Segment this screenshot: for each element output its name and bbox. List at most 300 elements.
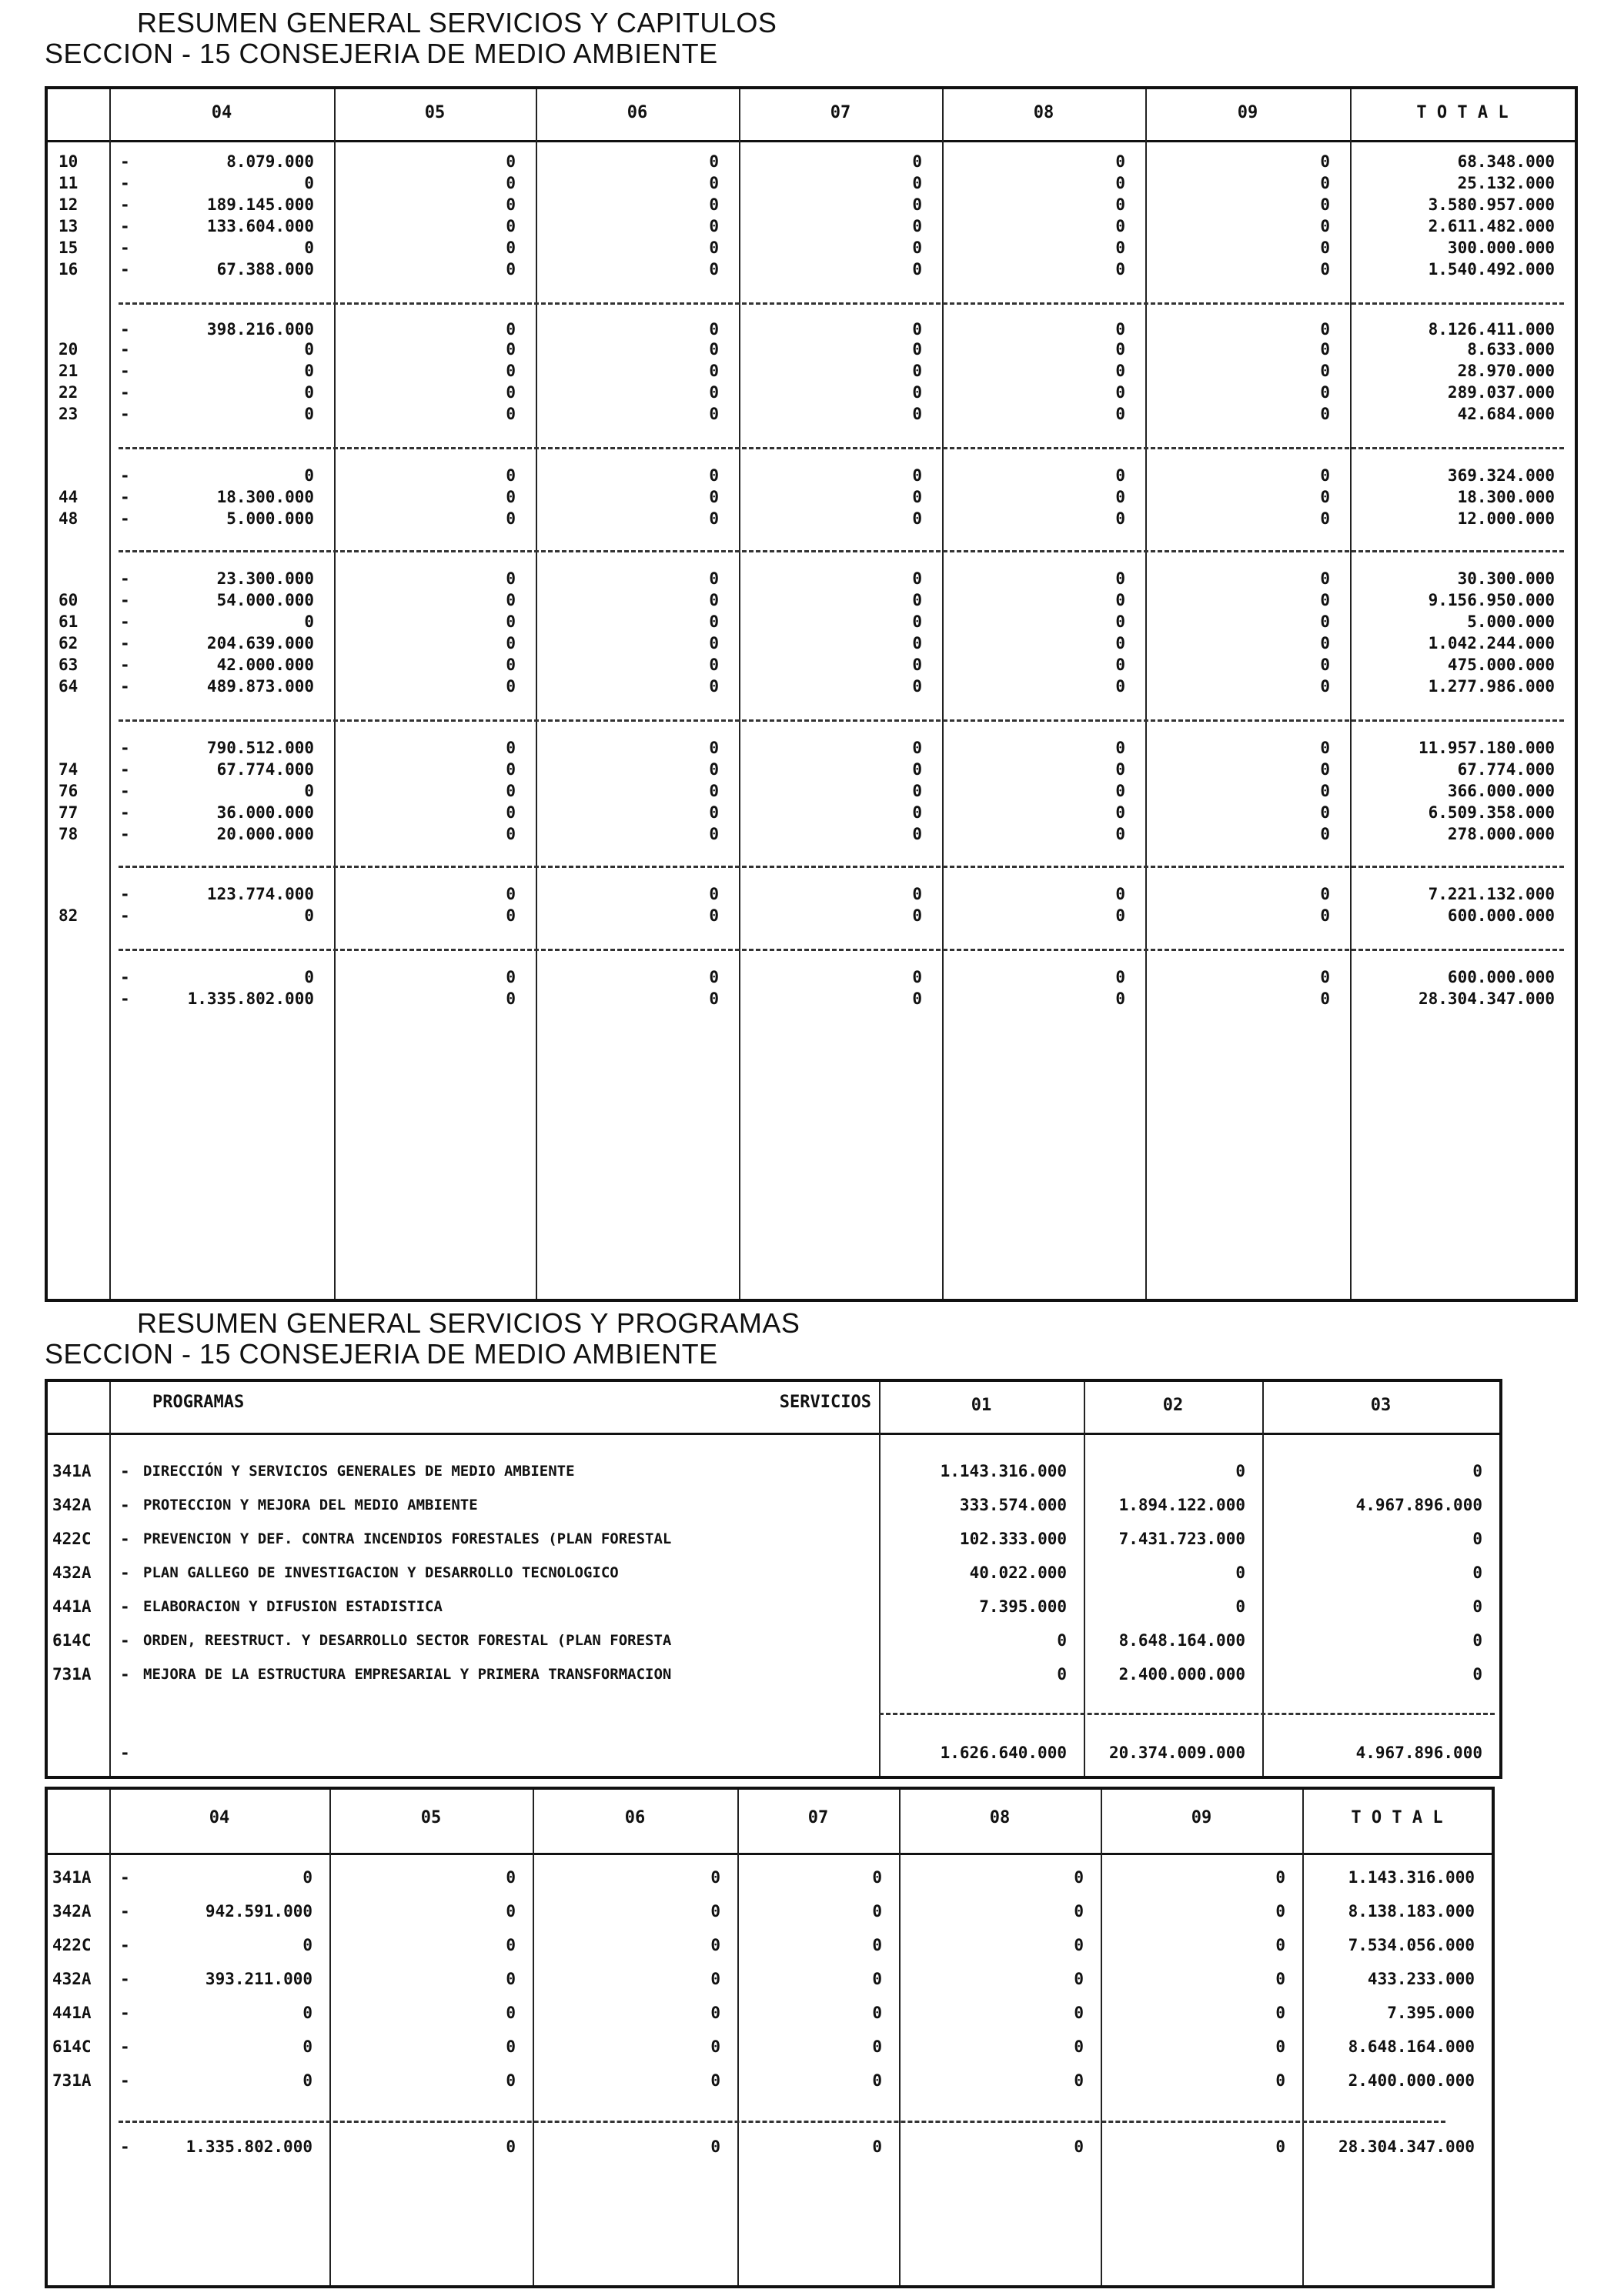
row-code: [48, 465, 112, 486]
cell-value: 0: [912, 739, 922, 757]
row-dash: -: [120, 677, 130, 696]
table-row: [48, 194, 1575, 215]
programas-header: PROGRAMAS: [152, 1393, 245, 1412]
cell-value: 0: [709, 591, 719, 609]
cell-value: 0: [1115, 260, 1125, 279]
cell-value: 289.037.000: [1447, 383, 1555, 402]
cell-value: 42.684.000: [1457, 405, 1555, 423]
cell-value: 0: [709, 760, 719, 779]
cell-value: 0: [1115, 760, 1125, 779]
cell-value: 0: [302, 1936, 312, 1954]
cell-value: 0: [506, 825, 516, 843]
cell-value: 0: [912, 677, 922, 696]
cell-value: 0: [506, 2071, 516, 2090]
section1-title: RESUMEN GENERAL SERVICIOS Y CAPITULOS: [137, 7, 777, 38]
column-header-07: 07: [807, 1808, 829, 1827]
row-code: 22: [58, 383, 79, 402]
table-row: [48, 568, 1575, 589]
program-code: 614C: [52, 2037, 92, 2056]
cell-value: 0: [1320, 885, 1330, 903]
cell-value: 0: [1074, 2004, 1084, 2022]
cell-value: 0: [1320, 405, 1330, 423]
table-row: [48, 966, 1575, 988]
column-header-total: T O T A L: [1416, 103, 1509, 122]
program-description: ELABORACION Y DIFUSION ESTADISTICA: [143, 1598, 443, 1615]
cell-value: 0: [506, 320, 516, 339]
cell-value: 0: [506, 195, 516, 214]
total-value: 1.335.802.000: [185, 2137, 312, 2156]
cell-value: 0: [912, 362, 922, 380]
cell-value: 0: [1115, 174, 1125, 192]
program-code: 341A: [52, 1462, 92, 1480]
cell-value: 0: [1074, 1868, 1084, 1887]
cell-value: 0: [1320, 760, 1330, 779]
cell-value: 1.335.802.000: [187, 989, 314, 1008]
cell-value: 0: [1115, 195, 1125, 214]
row-dash: -: [120, 739, 130, 757]
total-value: 0: [872, 2137, 882, 2156]
cell-value: 0: [304, 612, 314, 631]
row-dash: -: [120, 825, 130, 843]
cell-value: 0: [506, 405, 516, 423]
section1-title-block: [45, 8, 1546, 69]
cell-value: 0: [912, 968, 922, 986]
table-row: [48, 737, 1575, 759]
cell-value: 278.000.000: [1447, 825, 1555, 843]
cell-value: 0: [1115, 906, 1125, 925]
cell-value: 0: [710, 2037, 720, 2056]
row-code: [48, 319, 112, 340]
row-dash: -: [120, 1563, 130, 1582]
cell-value: 42.000.000: [216, 656, 314, 674]
row-separator: [119, 949, 1564, 951]
row-separator: [879, 1713, 1495, 1715]
cell-value: 0: [709, 217, 719, 235]
cell-value: 0: [912, 591, 922, 609]
row-dash: -: [120, 612, 130, 631]
cell-value: 1.042.244.000: [1428, 634, 1555, 652]
cell-value: 0: [1320, 217, 1330, 235]
cell-value: 2.611.482.000: [1428, 217, 1555, 235]
cell-value: 0: [1074, 2071, 1084, 2090]
row-dash: -: [120, 1631, 130, 1650]
cell-value: 0: [1115, 656, 1125, 674]
section2-subtitle: SECCION - 15 CONSEJERIA DE MEDIO AMBIENTE: [45, 1338, 718, 1370]
row-code: 82: [58, 906, 79, 925]
table-row: [48, 2036, 1492, 2057]
cell-value: 7.395.000: [979, 1597, 1067, 1616]
cell-value: 0: [709, 656, 719, 674]
row-dash: -: [120, 466, 130, 485]
cell-value: 0: [1320, 509, 1330, 528]
cell-value: 0: [912, 405, 922, 423]
cell-value: 0: [304, 782, 314, 800]
cell-value: 0: [710, 2004, 720, 2022]
row-code: 76: [58, 782, 79, 800]
cell-value: 0: [710, 1868, 720, 1887]
table-row: [48, 759, 1575, 780]
table-row: [48, 1664, 1499, 1685]
column-header-06: 06: [624, 1808, 646, 1827]
table-row: [48, 589, 1575, 611]
table-row: [48, 988, 1575, 1010]
cell-value: 0: [1472, 1665, 1482, 1684]
cell-value: 67.774.000: [216, 760, 314, 779]
column-header-09: 09: [1191, 1808, 1212, 1827]
cell-value: 0: [912, 569, 922, 588]
cell-value: 0: [1115, 320, 1125, 339]
cell-value: 0: [1320, 174, 1330, 192]
cell-value: 0: [1320, 260, 1330, 279]
cell-value: 0: [1115, 239, 1125, 257]
program-code: 342A: [52, 1902, 92, 1921]
cell-value: 8.126.411.000: [1428, 320, 1555, 339]
cell-value: 7.534.056.000: [1348, 1936, 1475, 1954]
row-code: [48, 737, 112, 759]
table-row: [48, 676, 1575, 697]
cell-value: 0: [1275, 2037, 1285, 2056]
cell-value: 0: [304, 906, 314, 925]
cell-value: 0: [506, 656, 516, 674]
row-separator: [119, 2121, 1445, 2123]
cell-value: 0: [506, 466, 516, 485]
cell-value: 5.000.000: [1467, 612, 1555, 631]
table-row: [48, 1494, 1499, 1516]
cell-value: 0: [912, 340, 922, 359]
cell-value: 0: [506, 2037, 516, 2056]
cell-value: 0: [912, 239, 922, 257]
cell-value: 0: [1057, 1631, 1067, 1650]
program-code: 342A: [52, 1496, 92, 1514]
cell-value: 0: [709, 989, 719, 1008]
cell-value: 7.221.132.000: [1428, 885, 1555, 903]
table-row: [48, 382, 1575, 403]
programas-capitulos-table: [45, 1787, 1495, 2288]
cell-value: 0: [1074, 1970, 1084, 1988]
row-code: [48, 988, 112, 1010]
table-row: [48, 802, 1575, 823]
cell-value: 0: [506, 885, 516, 903]
cell-value: 0: [1235, 1563, 1245, 1582]
cell-value: 0: [1320, 803, 1330, 822]
program-code: 341A: [52, 1868, 92, 1887]
program-code: 432A: [52, 1970, 92, 1988]
cell-value: 0: [709, 488, 719, 506]
table-row: [48, 1867, 1492, 1888]
program-code: 731A: [52, 2071, 92, 2090]
table-row: [48, 1901, 1492, 1922]
cell-value: 0: [506, 509, 516, 528]
cell-value: 0: [1320, 634, 1330, 652]
row-separator: [119, 302, 1564, 305]
cell-value: 11.957.180.000: [1418, 739, 1555, 757]
cell-value: 18.300.000: [1457, 488, 1555, 506]
column-header-08: 08: [989, 1808, 1011, 1827]
total-value: 0: [506, 2137, 516, 2156]
row-dash: -: [120, 2037, 130, 2056]
cell-value: 0: [304, 383, 314, 402]
cell-value: 0: [304, 239, 314, 257]
column-header-07: 07: [830, 103, 851, 122]
row-code: 13: [58, 217, 79, 235]
table-row: [48, 883, 1575, 905]
cell-value: 67.774.000: [1457, 760, 1555, 779]
total-value: 0: [1074, 2137, 1084, 2156]
cell-value: 0: [709, 634, 719, 652]
cell-value: 0: [912, 195, 922, 214]
cell-value: 0: [912, 656, 922, 674]
cell-value: 0: [506, 1868, 516, 1887]
table-row: [48, 172, 1575, 194]
cell-value: 0: [1115, 569, 1125, 588]
cell-value: 0: [506, 989, 516, 1008]
cell-value: 0: [1275, 2071, 1285, 2090]
cell-value: 0: [506, 782, 516, 800]
cell-value: 0: [506, 239, 516, 257]
cell-value: 600.000.000: [1447, 906, 1555, 925]
row-code: 61: [58, 612, 79, 631]
cell-value: 0: [1320, 906, 1330, 925]
row-code: 16: [58, 260, 79, 279]
row-dash: -: [120, 320, 130, 339]
total-row: [48, 1742, 1499, 1764]
cell-value: 54.000.000: [216, 591, 314, 609]
section1-subtitle: SECCION - 15 CONSEJERIA DE MEDIO AMBIENTE: [45, 38, 718, 69]
table-row: [48, 151, 1575, 172]
row-code: 78: [58, 825, 79, 843]
cell-value: 0: [1115, 362, 1125, 380]
cell-value: 600.000.000: [1447, 968, 1555, 986]
cell-value: 0: [1115, 152, 1125, 171]
cell-value: 18.300.000: [216, 488, 314, 506]
programas-table: [45, 1379, 1502, 1779]
table-row: [48, 611, 1575, 632]
row-code: 12: [58, 195, 79, 214]
program-description: DIRECCIÓN Y SERVICIOS GENERALES DE MEDIO AMBIENTE: [143, 1463, 575, 1480]
row-dash: -: [120, 1462, 130, 1480]
cell-value: 0: [1115, 591, 1125, 609]
cell-value: 0: [506, 362, 516, 380]
table-row: [48, 1562, 1499, 1584]
table-row: [48, 1596, 1499, 1617]
cell-value: 0: [709, 569, 719, 588]
cell-value: 0: [912, 217, 922, 235]
total-value: 28.304.347.000: [1338, 2137, 1475, 2156]
cell-value: 0: [1275, 2004, 1285, 2022]
program-code: 422C: [52, 1936, 92, 1954]
cell-value: 0: [1275, 1868, 1285, 1887]
table-row: [48, 654, 1575, 676]
cell-value: 0: [912, 782, 922, 800]
cell-value: 0: [1320, 320, 1330, 339]
row-dash: -: [120, 1936, 130, 1954]
cell-value: 0: [912, 174, 922, 192]
cell-value: 0: [912, 906, 922, 925]
row-separator: [119, 550, 1564, 552]
program-description: MEJORA DE LA ESTRUCTURA EMPRESARIAL Y PRIMERA TRANSFORMACION: [143, 1666, 672, 1683]
cell-value: 0: [1320, 989, 1330, 1008]
cell-value: 0: [1472, 1530, 1482, 1548]
table-row: [48, 632, 1575, 654]
cell-value: 0: [709, 906, 719, 925]
cell-value: 0: [709, 509, 719, 528]
row-code: 60: [58, 591, 79, 609]
cell-value: 0: [912, 509, 922, 528]
program-code: 614C: [52, 1631, 92, 1650]
cell-value: 0: [1320, 569, 1330, 588]
cell-value: 300.000.000: [1447, 239, 1555, 257]
row-dash: -: [120, 2071, 130, 2090]
table-row: [48, 780, 1575, 802]
column-header-05: 05: [424, 103, 446, 122]
cell-value: 0: [709, 383, 719, 402]
capitulos-table: [45, 86, 1578, 1302]
cell-value: 0: [1275, 1902, 1285, 1921]
total-value: 0: [710, 2137, 720, 2156]
table-row: [48, 1968, 1492, 1990]
cell-value: 0: [709, 340, 719, 359]
cell-value: 1.277.986.000: [1428, 677, 1555, 696]
table-row: [48, 259, 1575, 280]
cell-value: 8.633.000: [1467, 340, 1555, 359]
cell-value: 0: [1115, 989, 1125, 1008]
cell-value: 0: [709, 739, 719, 757]
row-dash: -: [120, 1530, 130, 1548]
cell-value: 189.145.000: [206, 195, 314, 214]
cell-value: 0: [912, 803, 922, 822]
cell-value: 0: [709, 825, 719, 843]
cell-value: 0: [709, 174, 719, 192]
cell-value: 0: [1320, 488, 1330, 506]
cell-value: 36.000.000: [216, 803, 314, 822]
cell-value: 67.388.000: [216, 260, 314, 279]
table-row: [48, 823, 1575, 845]
cell-value: 0: [1320, 591, 1330, 609]
cell-value: 0: [1115, 885, 1125, 903]
cell-value: 8.079.000: [226, 152, 314, 171]
cell-value: 475.000.000: [1447, 656, 1555, 674]
cell-value: 0: [506, 217, 516, 235]
cell-value: 0: [506, 2004, 516, 2022]
cell-value: 4.967.896.000: [1355, 1496, 1482, 1514]
cell-value: 0: [1115, 509, 1125, 528]
program-description: PREVENCION Y DEF. CONTRA INCENDIOS FORESTALES (PLAN FORESTAL: [143, 1530, 672, 1547]
cell-value: 102.333.000: [959, 1530, 1067, 1548]
cell-value: 0: [1115, 488, 1125, 506]
row-dash: -: [120, 239, 130, 257]
program-code: 441A: [52, 1597, 92, 1616]
cell-value: 0: [912, 825, 922, 843]
cell-value: 6.509.358.000: [1428, 803, 1555, 822]
table-row: [48, 2070, 1492, 2091]
cell-value: 0: [506, 906, 516, 925]
row-dash: -: [120, 782, 130, 800]
cell-value: 25.132.000: [1457, 174, 1555, 192]
row-dash: -: [120, 968, 130, 986]
cell-value: 0: [506, 383, 516, 402]
cell-value: 133.604.000: [206, 217, 314, 235]
total-value: 0: [1275, 2137, 1285, 2156]
program-code: 432A: [52, 1563, 92, 1582]
cell-value: 0: [709, 152, 719, 171]
cell-value: 0: [1074, 1936, 1084, 1954]
program-description: PLAN GALLEGO DE INVESTIGACION Y DESARROLLO TECNOLOGICO: [143, 1564, 619, 1581]
row-dash: -: [120, 383, 130, 402]
cell-value: 0: [1320, 239, 1330, 257]
cell-value: 0: [1235, 1462, 1245, 1480]
row-code: 44: [58, 488, 79, 506]
cell-value: 0: [304, 405, 314, 423]
column-header-total: T O T A L: [1351, 1808, 1443, 1827]
cell-value: 0: [304, 968, 314, 986]
cell-value: 0: [1235, 1597, 1245, 1616]
column-header-04: 04: [211, 103, 232, 122]
cell-value: 0: [709, 885, 719, 903]
row-dash: -: [120, 340, 130, 359]
cell-value: 393.211.000: [205, 1970, 312, 1988]
table-row: [48, 1934, 1492, 1956]
program-description: PROTECCION Y MEJORA DEL MEDIO AMBIENTE: [143, 1497, 478, 1513]
row-code: 20: [58, 340, 79, 359]
row-code: [48, 883, 112, 905]
cell-value: 30.300.000: [1457, 569, 1555, 588]
cell-value: 0: [506, 968, 516, 986]
cell-value: 369.324.000: [1447, 466, 1555, 485]
table-row: [48, 905, 1575, 926]
cell-value: 0: [912, 383, 922, 402]
cell-value: 0: [1115, 803, 1125, 822]
cell-value: 0: [709, 968, 719, 986]
cell-value: 0: [912, 634, 922, 652]
cell-value: 0: [709, 803, 719, 822]
cell-value: 0: [912, 488, 922, 506]
cell-value: 0: [304, 340, 314, 359]
cell-value: 2.400.000.000: [1118, 1665, 1245, 1684]
cell-value: 0: [506, 739, 516, 757]
cell-value: 0: [1115, 634, 1125, 652]
cell-value: 0: [506, 152, 516, 171]
cell-value: 0: [506, 612, 516, 631]
cell-value: 0: [1320, 739, 1330, 757]
cell-value: 7.395.000: [1387, 2004, 1475, 2022]
table-row: [48, 486, 1575, 508]
cell-value: 0: [1320, 362, 1330, 380]
row-code: 48: [58, 509, 79, 528]
row-dash: -: [120, 1496, 130, 1514]
column-header-06: 06: [627, 103, 648, 122]
row-dash: -: [120, 2004, 130, 2022]
program-description: ORDEN, REESTRUCT. Y DESARROLLO SECTOR FORESTAL (PLAN FORESTA: [143, 1632, 672, 1649]
cell-value: 7.431.723.000: [1118, 1530, 1245, 1548]
cell-value: 0: [872, 1970, 882, 1988]
cell-value: 0: [1320, 152, 1330, 171]
row-code: 62: [58, 634, 79, 652]
table-row: [48, 403, 1575, 425]
cell-value: 12.000.000: [1457, 509, 1555, 528]
row-dash: -: [120, 152, 130, 171]
cell-value: 0: [710, 2071, 720, 2090]
cell-value: 9.156.950.000: [1428, 591, 1555, 609]
table-row: [48, 237, 1575, 259]
cell-value: 0: [1275, 1936, 1285, 1954]
cell-value: 40.022.000: [969, 1563, 1067, 1582]
section2-title: RESUMEN GENERAL SERVICIOS Y PROGRAMAS: [137, 1307, 800, 1339]
table-row: [48, 319, 1575, 340]
cell-value: 0: [304, 174, 314, 192]
table-row: [48, 465, 1575, 486]
table-row: [48, 339, 1575, 360]
cell-value: 0: [872, 1868, 882, 1887]
